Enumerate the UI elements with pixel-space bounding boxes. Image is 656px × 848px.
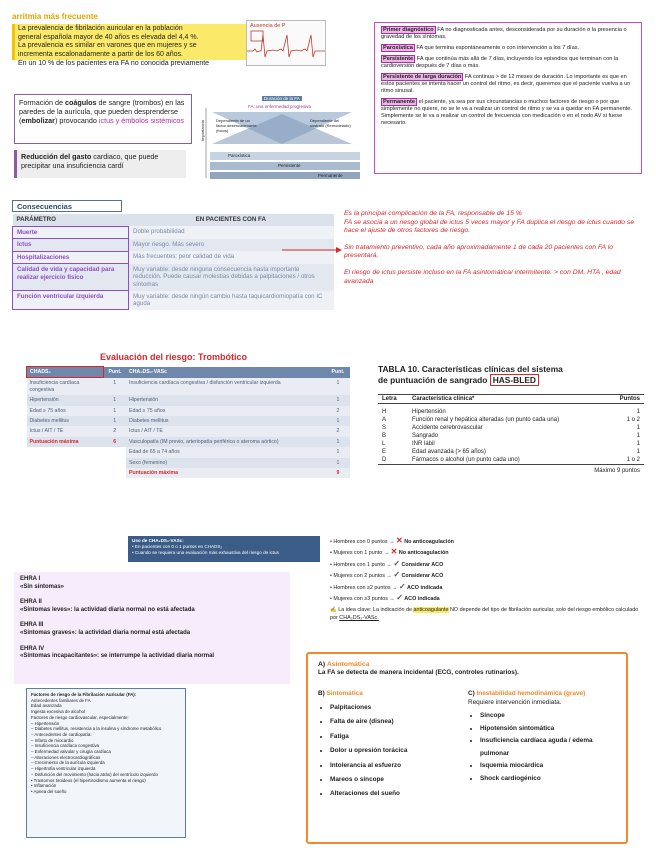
key-highlight: anticoagulante <box>413 607 449 614</box>
coagulos-box <box>14 94 192 144</box>
factor-item: – Enfermedad valvular y cirugía cardíaca <box>31 749 111 755</box>
factor-item: – Hipertrofia ventricular izquierda <box>31 766 96 772</box>
hasbled-letter: S <box>382 425 387 431</box>
clinica-title: Inestabilidad hemodinámica (grave) <box>476 690 586 697</box>
trombotico-cell: 2 <box>113 428 117 435</box>
check-icon: ✓ <box>396 593 403 603</box>
hasbled-char: Fármacos o alcohol (un punto cada uno) <box>412 457 520 463</box>
anticoag-text: Hombres con 0 puntos → <box>333 539 397 545</box>
trombotico-cell: 1 <box>113 379 117 386</box>
trombotico-cell: Edad ≥ 75 años <box>29 407 66 414</box>
trombotico-cell <box>27 468 104 478</box>
sintoma-item: • Fatiga <box>330 730 466 744</box>
tipo-tag: Permanente <box>383 99 416 105</box>
ehra-text: «Sin síntomas» <box>20 583 65 590</box>
anticoag-text: Mujeres con ≥3 puntos → <box>333 596 397 603</box>
trombotico-cell: 1 <box>336 418 340 425</box>
ecg-trace-icon <box>247 21 325 65</box>
prevalencia-section <box>12 12 250 69</box>
coagulos-bold: embolizar <box>21 116 55 125</box>
clinica-title: Sintomática <box>326 690 363 697</box>
trombotico-cell <box>27 458 104 468</box>
ehra-text: «Síntomas incapacitantes»: se interrumpe la actividad diaria normal <box>20 653 215 660</box>
hasbled-char: Hipertensión <box>412 409 446 415</box>
factor-item: Edad avanzada <box>31 703 62 709</box>
trombotico-cell: 2 <box>336 407 340 414</box>
note-line: • Cuando se requiera una evaluación más exhaustiva del riesgo de ictus <box>132 550 279 555</box>
trombotico-cell: 1 <box>113 418 117 425</box>
consecuencias-value: Muy variable: desde ningún cambio hasta taquicardiomiopatía con IC aguda <box>133 292 323 308</box>
trombotico-cell: Puntuación máxima <box>29 438 79 445</box>
trombotico-cell: Insuficiencia cardíaca congestiva / disfunción ventricular izquierda <box>129 379 281 386</box>
anticoag-result: Considerar ACO <box>400 561 444 568</box>
hasbled-points: 1 <box>636 409 640 415</box>
fa-progression-diagram <box>198 94 366 180</box>
anticoag-item: • Mujeres con 1 punto → ✕ No anticoagulación <box>330 547 449 557</box>
trombotico-cell: Ictus / AIT / TE <box>129 428 163 435</box>
trombotico-cell: 1 <box>336 459 340 466</box>
hasbled-header: Puntos <box>619 396 640 402</box>
trombotico-header: CHA₂DS₂-VASc <box>129 368 167 375</box>
nota-ictus: El riesgo de ictus persiste incluso en la FA asintomática/ intermitente. > con DM, HTA , edad avanzada <box>344 268 621 285</box>
anticoag-key <box>330 606 646 622</box>
consecuencias-value: Más frecuentes; peor calidad de vida <box>133 253 235 261</box>
inestabilidad-item: • Síncope <box>480 710 620 723</box>
hasbled-char: INR lábil <box>412 441 435 447</box>
coagulos-text: Formación de <box>19 98 65 107</box>
clinica-title: Asintomática <box>326 661 370 668</box>
hasbled-title-line: de puntuación de sangrado <box>378 375 490 385</box>
tipo-tag: Persistente <box>383 56 414 62</box>
tipo-item <box>381 27 635 41</box>
hasbled-points: 1 <box>636 441 640 447</box>
diagram-top-sub: FA: una enfermedad progresiva <box>248 104 312 109</box>
hasbled-letter: E <box>382 449 387 455</box>
consecuencias-header: EN PACIENTES CON FA <box>195 216 266 223</box>
ehra-box <box>14 572 290 684</box>
trombotico-cell: 9 <box>336 470 340 477</box>
sintoma-item: • Alteraciones del sueño <box>330 787 466 801</box>
factor-item: Ingesta excesiva de alcohol <box>31 709 85 715</box>
tipo-item <box>381 56 635 70</box>
trombotico-header: Punt. <box>331 368 345 375</box>
coagulos-text: ) provocando <box>54 116 99 125</box>
anticoag-text: Hombres con ≥2 puntos → <box>333 584 399 591</box>
factor-item: – Infarto de miocardio <box>31 737 74 743</box>
trombotico-cell: Puntuación máxima <box>129 470 179 477</box>
trombotico-cell <box>104 458 127 468</box>
factores-box <box>26 688 186 838</box>
factor-item: – Alteraciones electrocardiográficas <box>31 754 101 760</box>
trombotico-header: CHADS₂ <box>27 367 104 378</box>
consecuencias-value: Mayor riesgo. Más severo <box>133 240 205 248</box>
gasto-text: cardiaco, que puede precipitar una insuficiencia cardí <box>21 152 159 170</box>
sintoma-item: • Dolor u opresión torácica <box>330 744 466 758</box>
hasbled-points: 1 <box>636 449 640 455</box>
anticoag-result: Considerar ACO <box>400 573 444 580</box>
anticoag-result: ACO indicada <box>405 584 443 591</box>
anticoag-result: ACO indicada <box>402 596 440 603</box>
hasbled-letter: D <box>382 457 387 463</box>
sintoma-item: • Falta de aire (disnea) <box>330 715 466 729</box>
clinica-label: A) <box>318 661 327 668</box>
hasbled-title <box>378 364 644 386</box>
inestabilidad-item: • Hipotensión sintomática <box>480 723 620 736</box>
coagulos-highlight: ictus y émbolos sistémicos <box>98 116 184 125</box>
trombotico-cell: Vasculopatía (IM previo, arteriopatía periférica o ateroma aórtico) <box>129 438 279 445</box>
check-icon: ✓ <box>393 558 401 568</box>
key-text: NO depende del tipo de fibrilación auricular, solo del riesgo embólico calculado por <box>330 607 639 622</box>
trombotico-cell: 1 <box>336 449 340 456</box>
prevalencia-line: La prevalencia de fibrilación auricular en la población <box>18 25 183 32</box>
consecuencias-title: Consecuencias <box>12 200 122 212</box>
nota-ictus: FA se asocia a un riesgo global de ictus 5 veces mayor y FA duplica el riesgo de ictus cuando se hace el ajuste de otros factores de riesgo. <box>344 218 635 235</box>
nota-ictus: Sin tratamiento preventivo, cada año aproximadamente 1 de cada 20 pacientes con FA lo presentará. <box>344 243 614 260</box>
ehra-text: «Síntomas graves»: la actividad diaria normal está afectada <box>20 629 191 636</box>
hasbled-points: 1 <box>636 433 640 439</box>
trombotico-cell: 6 <box>113 438 117 445</box>
hasbled-letter: H <box>382 409 387 415</box>
check-icon: ✓ <box>398 581 406 591</box>
hasbled-points: 1 o 2 <box>626 457 640 463</box>
consecuencias-value: Muy variable: desde ninguna consecuencia hasta importante reducción. Puede causar molestias debidas a palpitaciones / otros síntomas <box>133 265 315 289</box>
ehra-heading: EHRA II <box>20 599 42 606</box>
hasbled-letter: B <box>382 433 387 439</box>
anticoag-text: Mujeres con 1 punto → <box>333 550 391 557</box>
prevalencia-line: La prevalencia es similar en varones que en mujeres y se <box>18 42 197 50</box>
tipo-text: el paciente, ya sea por sus circunstancias o muchos factores de riesgo o por que simplemente no quiere, no se le va a realizar un control de ritmo y se va a quedar en FA permanente. Simplemente se le va a realizar un control de frecuencia con medicación o en el nodo AV si fuese necesario. <box>381 99 632 126</box>
consecuencias-table <box>12 214 334 310</box>
anticoag-text: Hombres con 1 punto → <box>333 561 394 568</box>
trombotico-cell: Hipertensión <box>29 397 59 404</box>
check-icon: ✓ <box>393 570 401 580</box>
consecuencias-param: Ictus <box>13 239 129 252</box>
anticoag-list <box>330 536 646 622</box>
factor-item: Antecedentes familiares de FA <box>31 697 91 703</box>
diagram-step: Paroxística <box>228 153 251 158</box>
factor-item: • Inflamación <box>31 783 57 789</box>
consecuencias-param: Función ventricular izquierda <box>13 291 129 310</box>
hasbled-char: Función renal y hepática alteradas (un punto cada una) <box>412 417 560 423</box>
trombotico-table <box>26 366 350 478</box>
nota-ictus: Es la principal complicación de la FA, responsable de 15 % <box>344 210 522 217</box>
clinica-a-text: La FA se detecta de manera incidental (ECG, controles rutinarios). <box>318 669 519 676</box>
diagram-axis-label: Importancia <box>199 120 205 141</box>
gasto-bold: Reducción del gasto <box>21 152 92 161</box>
hasbled-header: Letra <box>382 396 397 402</box>
consecuencias-value: Doble probabilidad <box>133 228 185 236</box>
hasbled-letter: L <box>382 441 386 447</box>
cross-icon: ✕ <box>390 547 398 557</box>
prevalencia-line: En un 10 % de los pacientes era FA no conocida previamente <box>18 60 210 68</box>
ecg-label: Ausencia de P <box>250 23 286 29</box>
diagram-left-label: Dependiente de un factor desencadenante (focos) <box>216 118 257 133</box>
tipo-tag: Persistente de larga duración <box>383 74 462 80</box>
diagram-step: Permanente <box>318 173 343 178</box>
hasbled-char: Edad avanzada (> 65 años) <box>412 449 486 455</box>
factor-item: – Hipertensión <box>31 720 60 726</box>
gasto-box <box>14 150 186 178</box>
trombotico-cell: Diabetes mellitus <box>129 418 169 425</box>
clinica-a <box>318 660 616 669</box>
trombotico-cell: 1 <box>336 438 340 445</box>
trombotico-cell: 2 <box>336 428 340 435</box>
hasbled-points: 1 o 2 <box>626 417 640 423</box>
diagram-top-label: Duración de la FA <box>264 96 300 101</box>
cross-icon: ✕ <box>396 536 403 545</box>
note-line: • En pacientes con 0 o 1 puntos en CHADS₂ <box>132 544 223 549</box>
anticoag-text: Mujeres con 2 puntos → <box>333 573 394 580</box>
consecuencias-param: Hospitalizaciones <box>13 251 129 264</box>
inestabilidad-item: • Insuficiencia cardíaca aguda / edema pulmonar <box>480 735 620 760</box>
anticoag-result: No anticoagulación <box>402 539 454 545</box>
factores-title: Factores de riesgo de la Fibrilación Auricular (FA): <box>31 692 137 697</box>
hasbled-title-line: TABLA 10. Características clínicas del sistema <box>378 364 563 374</box>
factor-item: – Antecedentes de cardiopatía: <box>31 731 92 737</box>
factor-item: Factores de riesgo cardiovascular, especialmente: <box>31 714 129 720</box>
clinica-box <box>306 652 628 844</box>
tipo-text: FA que continúa más allá de 7 días, incluyendo los episodios que terminan con la cardioversión después de 7 días o más. <box>381 56 619 69</box>
trombotico-cell <box>104 468 127 478</box>
trombotico-cell: Edad de 65 a 74 años <box>129 449 180 456</box>
hasbled-points: 1 <box>636 425 640 431</box>
clinica-b <box>318 690 466 802</box>
factor-item: – Diabetes mellitus, resistencia a la insulina y síndrome metabólico <box>31 726 162 732</box>
sintoma-item: • Palpitaciones <box>330 701 466 715</box>
anticoag-item: • Mujeres con 2 puntos → ✓ Considerar ACO <box>330 570 444 580</box>
ehra-text: «Síntomas leves»: la actividad diaria normal no está afectada <box>20 606 195 613</box>
hasbled-max: Máximo 9 puntos <box>594 468 640 474</box>
factor-item: • Trastornos tiroideos (el hipertiroidismo aumenta el riesgo) <box>31 777 146 783</box>
trombotico-cell: Ictus / AIT / TE <box>29 428 64 435</box>
coagulos-bold: coágulos <box>64 98 97 107</box>
notas-ictus <box>344 210 644 286</box>
tipo-text: FA continua > de 12 meses de duración. Lo importante es que en estos pacientes se intenta hacer un control del ritmo, es decir, queremos que el paciente vuelva a un ritmo sinusal. <box>381 74 631 94</box>
clinica-label: C) <box>468 690 477 697</box>
factor-item: – Disfunción del movimiento (hacia atrás) del ventrículo izquierdo <box>31 771 158 777</box>
prevalencia-title: arritmia más frecuente <box>12 12 98 21</box>
hasbled-title-box: HAS-BLED <box>490 374 539 386</box>
hasbled-header: Característica clínica* <box>412 396 475 402</box>
anticoag-item: • Mujeres con ≥3 puntos → ✓ ACO indicada <box>330 593 440 603</box>
trombotico-header: Punt. <box>108 368 122 375</box>
ehra-heading: EHRA IV <box>20 645 45 652</box>
factor-item: – Insuficiencia cardíaca congestiva <box>31 743 100 749</box>
chadsvasc-note <box>128 536 320 562</box>
anticoag-result: No anticoagulación <box>397 550 449 557</box>
tipo-text: FA no diagnosticada antes, desconsiderada por su duración o la presencia o gravedad de los síntomas. <box>381 27 627 40</box>
trombotico-cell <box>104 447 127 457</box>
factores-list <box>31 698 181 795</box>
diagram-right-label: Dependiente del sustrato (Remodelado) <box>310 118 351 128</box>
hasbled-letter: A <box>382 417 387 423</box>
trombotico-cell: Sexo (femenino) <box>129 459 168 466</box>
tipo-text: FA que termina espontáneamente o con intervención a los 7 días. <box>416 45 580 51</box>
consecuencias-param: Muerte <box>13 226 129 239</box>
trombotico-cell: Edad ≥ 75 años <box>129 407 166 414</box>
clinica-label: B) <box>318 690 327 697</box>
hasbled-table <box>378 394 644 475</box>
anticoag-item: • Hombres con 0 puntos → ✕ No anticoagulación <box>330 536 454 545</box>
clinica-c-sub: Requiere intervención inmediata. <box>468 699 562 706</box>
arrow-icon <box>282 245 342 255</box>
sintoma-item: • Intolerancia al esfuerzo <box>330 759 466 773</box>
trombotico-cell: 1 <box>113 397 117 404</box>
prevalencia-line: general española mayor de 40 años es elevada del 4,4 %. <box>18 33 199 41</box>
tipo-tag: Paroxística <box>383 45 413 51</box>
inestabilidad-item: • Shock cardiogénico <box>480 773 620 786</box>
diagram-step: Persistente <box>278 163 301 168</box>
ehra-heading: EHRA III <box>20 622 44 629</box>
inestabilidad-item: • Isquemia miocárdica <box>480 760 620 773</box>
consecuencias-header: PARÁMETRO <box>16 216 56 223</box>
key-text: La idea clave: La indicación de <box>338 607 414 614</box>
key-icon: ✍ <box>330 607 337 614</box>
tipo-item <box>381 74 635 95</box>
trombotico-cell: 1 <box>113 407 117 414</box>
prevalencia-line: incrementa escalonadamente a partir de los 60 años. <box>18 50 183 58</box>
prevalencia-text <box>12 24 250 60</box>
factor-item: – Crecimiento de la aurícula izquierda <box>31 760 105 766</box>
note-line: Uso de CHA₂DS₂-VASc: <box>132 538 184 543</box>
ehra-heading: EHRA I <box>20 576 41 582</box>
tipo-item <box>381 99 635 127</box>
tipos-fa-box <box>374 22 642 174</box>
anticoag-item: • Hombres con ≥2 puntos → ✓ ACO indicada <box>330 581 443 591</box>
tipo-tag: Primer diagnóstico <box>383 27 434 33</box>
consecuencias-param: Calidad de vida y capacidad para realizar ejercicio físico <box>13 264 129 291</box>
hasbled-char: Sangrado <box>412 433 439 439</box>
clinica-c <box>468 690 620 785</box>
hasbled-char: Accidente cerebrovascular <box>412 425 483 431</box>
tipo-item <box>381 45 635 52</box>
ecg-image <box>246 20 326 66</box>
trombotico-cell: Insuficiencia cardíaca congestiva <box>29 380 80 393</box>
factor-item: • Apnea del sueño <box>31 788 67 794</box>
trombotico-cell: 1 <box>336 379 340 386</box>
key-underline: CHA₂DS₂-VASc. <box>339 615 379 622</box>
trombotico-cell: Hipertensión <box>129 397 159 404</box>
trombotico-cell <box>27 447 104 457</box>
trombotico-cell: 1 <box>336 397 340 404</box>
trombotico-title: Evaluación del riesgo: Trombótico <box>100 352 248 362</box>
anticoag-item: • Hombres con 1 punto → ✓ Considerar ACO <box>330 558 444 568</box>
coagulos-text: de sangre (trombos) en las paredes de la aurícula, que pueden desprenderse ( <box>19 98 185 125</box>
trombotico-cell: Diabetes mellitus <box>29 418 69 425</box>
sintoma-item: • Mareos o síncope <box>330 773 466 787</box>
